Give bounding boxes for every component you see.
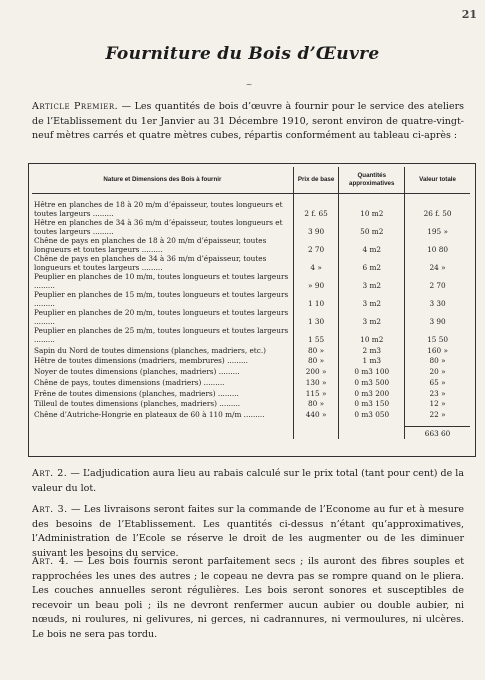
- row-description: Peuplier en planches de 15 m/m, toutes longueurs et toutes largeurs .........: [34, 290, 289, 308]
- table-row: [32, 308, 470, 326]
- row-value: 160 »: [405, 344, 470, 355]
- article-3-label: Art. 3.: [32, 504, 68, 515]
- page-number: 21: [461, 8, 477, 21]
- row-description: Chêne de pays en planches de 18 à 20 m/m d’épaisseur, toutes longueurs et toutes largeurs .........: [34, 236, 267, 254]
- header-value: Valeur totale: [405, 167, 470, 194]
- table-row: [32, 376, 470, 387]
- table-header-row: [32, 167, 470, 194]
- row-value: 10 80: [405, 236, 470, 254]
- row-value: 12 »: [405, 398, 470, 409]
- table-total: 663 60: [405, 426, 470, 439]
- row-value: 20 »: [405, 366, 470, 377]
- row-price: 80 »: [293, 398, 339, 409]
- row-description: Hêtre en planches de 34 à 36 m/m d’épaisseur, toutes longueurs et toutes largeurs .........: [34, 218, 283, 236]
- header-price: Prix de base: [293, 167, 339, 194]
- article-2-text: — L’adjudication aura lieu au rabais calculé sur le prix total (tant pour cent) de la valeur du lot.: [32, 468, 465, 494]
- row-value: 15 50: [405, 326, 470, 344]
- article-1-paragraph: [32, 100, 464, 144]
- article-3-paragraph: [32, 503, 464, 561]
- row-description: Frêne de toutes dimensions (planches, madriers) .........: [34, 388, 239, 398]
- row-description: Peuplier en planches de 25 m/m, toutes longueurs et toutes largeurs .........: [34, 326, 289, 344]
- row-price: 2 f. 65: [293, 200, 339, 218]
- row-price: » 90: [293, 272, 339, 290]
- article-1-text: — Les quantités de bois d’œuvre à fournir pour le service des ateliers de l’Etablissement du 1er Janvier au 31 Décembre 1910, seront environ de quatre-vingt-neuf mètres carrés et quatre mètres cubes, répartis conformément au tableau ci-après :: [32, 101, 465, 141]
- row-price: 4 »: [293, 254, 339, 272]
- row-quantity: 4 m2: [339, 236, 405, 254]
- row-value: 3 90: [405, 308, 470, 326]
- row-quantity: 2 m3: [339, 344, 405, 355]
- row-quantity: 10 m2: [339, 326, 405, 344]
- row-quantity: 3 m2: [339, 308, 405, 326]
- row-description: Peuplier en planches de 10 m/m, toutes longueurs et toutes largeurs .........: [34, 272, 289, 290]
- row-quantity: 50 m2: [339, 218, 405, 236]
- row-price: 80 »: [293, 344, 339, 355]
- page-title: Fourniture du Bois d’Œuvre: [105, 44, 380, 64]
- row-description: Sapin du Nord de toutes dimensions (planches, madriers, etc.): [34, 345, 266, 355]
- row-value: 2 70: [405, 272, 470, 290]
- table-row: [32, 387, 470, 398]
- table-row: [32, 355, 470, 366]
- article-1-label: Article Premier.: [32, 101, 119, 112]
- table-row: [32, 236, 470, 254]
- row-price: 1 30: [293, 308, 339, 326]
- row-description: Noyer de toutes dimensions (planches, madriers) .........: [34, 367, 240, 377]
- row-price: 2 70: [293, 236, 339, 254]
- table-row: [32, 272, 470, 290]
- table-row: [32, 409, 470, 420]
- row-quantity: 0 m3 200: [339, 387, 405, 398]
- row-price: 1 55: [293, 326, 339, 344]
- row-value: 22 »: [405, 409, 470, 420]
- row-value: 26 f. 50: [405, 200, 470, 218]
- row-description: Hêtre en planches de 18 à 20 m/m d’épaisseur, toutes longueurs et toutes largeurs .........: [34, 200, 283, 218]
- table-row: [32, 344, 470, 355]
- article-4-paragraph: [32, 555, 464, 642]
- article-4-text: — Les bois fournis seront parfaitement secs ; ils auront des fibres souples et rapprochées les unes des autres ; le copeau ne devra pas se rompre quand on le pliera. Les couches annuelles seront régulières. Les bois seront sonores et susceptibles de recevoir un beau poli ; ils ne devront renfermer aucun aubier ou double aubier, ni nœuds, ni roulures, ni gelivures, ni gerces, ni cadrannures, ni vermoulures, ni ulcères. Le bois ne sera pas tordu.: [32, 556, 465, 640]
- row-value: 3 30: [405, 290, 470, 308]
- table-row: [32, 366, 470, 377]
- row-price: 3 90: [293, 218, 339, 236]
- table-row: [32, 218, 470, 236]
- table-row: [32, 200, 470, 218]
- row-value: 24 »: [405, 254, 470, 272]
- row-quantity: 10 m2: [339, 200, 405, 218]
- table-row: [32, 326, 470, 344]
- article-3-text: — Les livraisons seront faites sur la commande de l’Econome au fur et à mesure des besoins de l’Etablissement. Les quantités ci-dessus n’étant qu’approximatives, l’Administration de l’Ecole se réserve le droit de les augmenter ou de les diminuer suivant les besoins du service.: [32, 504, 464, 559]
- row-description: Chêne de pays en planches de 34 à 36 m/m d’épaisseur, toutes longueurs et toutes largeurs .........: [34, 254, 267, 272]
- row-description: Peuplier en planches de 20 m/m, toutes longueurs et toutes largeurs .........: [34, 308, 289, 326]
- table-row: [32, 290, 470, 308]
- row-quantity: 0 m3 050: [339, 409, 405, 420]
- title-ornament: ~: [245, 80, 255, 89]
- row-description: Chêne de pays, toutes dimensions (madriers) .........: [34, 377, 225, 387]
- row-quantity: 3 m2: [339, 290, 405, 308]
- row-price: 130 »: [293, 376, 339, 387]
- row-price: 115 »: [293, 387, 339, 398]
- row-description: Hêtre de toutes dimensions (madriers, membrures) .........: [34, 356, 248, 366]
- supply-table: [32, 167, 470, 439]
- row-description: Tilleul de toutes dimensions (planches, madriers) .........: [34, 399, 241, 409]
- header-quantity: Quantités approximatives: [339, 167, 405, 194]
- row-quantity: 6 m2: [339, 254, 405, 272]
- article-4-label: Art. 4.: [32, 556, 69, 567]
- row-price: 1 10: [293, 290, 339, 308]
- row-value: 65 »: [405, 376, 470, 387]
- table-row: [32, 254, 470, 272]
- article-2-label: Art. 2.: [32, 468, 68, 479]
- table-total-row: [32, 426, 470, 439]
- article-2-paragraph: [32, 467, 464, 496]
- row-quantity: 3 m2: [339, 272, 405, 290]
- row-quantity: 0 m3 150: [339, 398, 405, 409]
- header-nature: Nature et Dimensions des Bois à fournir: [32, 167, 293, 194]
- row-value: 80 »: [405, 355, 470, 366]
- row-quantity: 1 m3: [339, 355, 405, 366]
- row-value: 23 »: [405, 387, 470, 398]
- row-price: 80 »: [293, 355, 339, 366]
- table-row: [32, 398, 470, 409]
- row-description: Chêne d’Autriche-Hongrie en plateaux de 60 à 110 m/m .........: [34, 410, 265, 420]
- row-quantity: 0 m3 100: [339, 366, 405, 377]
- row-value: 195 »: [405, 218, 470, 236]
- row-quantity: 0 m3 500: [339, 376, 405, 387]
- row-price: 440 »: [293, 409, 339, 420]
- row-price: 200 »: [293, 366, 339, 377]
